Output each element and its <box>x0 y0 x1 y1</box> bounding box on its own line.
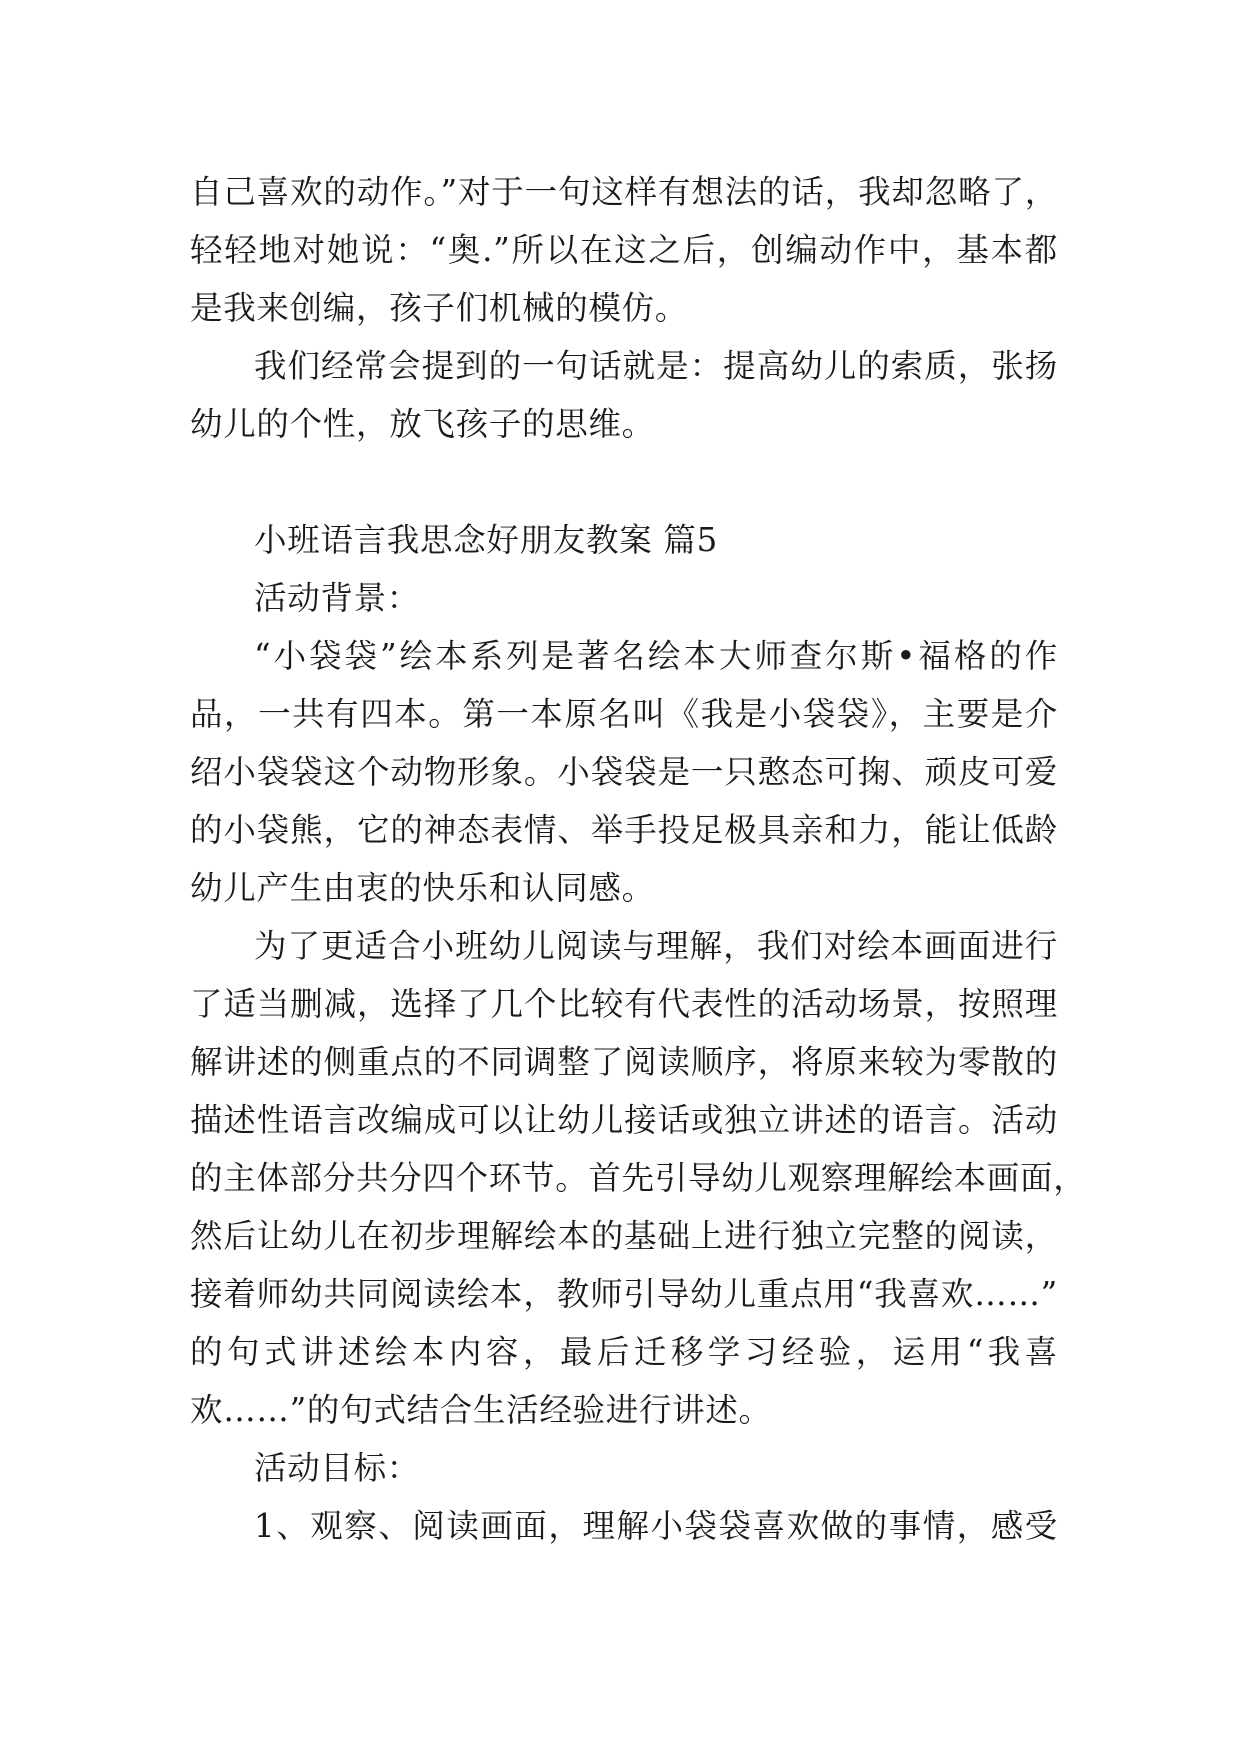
paragraph-line: 欢……”的句式结合生活经验进行讲述。 <box>190 1391 772 1429</box>
paragraph-line: 绍小袋袋这个动物形象。小袋袋是一只憨态可掬、顽皮可爱 <box>190 753 1058 791</box>
subheading: 活动目标： <box>254 1449 421 1487</box>
subheading: 活动背景： <box>254 579 421 617</box>
paragraph-line: 解讲述的侧重点的不同调整了阅读顺序，将原来较为零散的 <box>190 1043 1058 1081</box>
paragraph-line: 自己喜欢的动作。”对于一句这样有想法的话，我却忽略了， <box>190 173 1058 211</box>
paragraph-line: 然后让幼儿在初步理解绘本的基础上进行独立完整的阅读， <box>190 1217 1058 1255</box>
paragraph-line: 幼儿产生由衷的快乐和认同感。 <box>190 869 655 907</box>
paragraph-line: 轻轻地对她说：“奥.”所以在这之后，创编动作中，基本都 <box>190 231 1058 269</box>
paragraph-line: 我们经常会提到的一句话就是：提高幼儿的索质，张扬 <box>254 347 1058 385</box>
paragraph-line: 1、观察、阅读画面，理解小袋袋喜欢做的事情，感受 <box>254 1507 1058 1545</box>
paragraph-line: 幼儿的个性，放飞孩子的思维。 <box>190 405 655 443</box>
paragraph-line: 描述性语言改编成可以让幼儿接话或独立讲述的语言。活动 <box>190 1101 1058 1139</box>
paragraph-line: 接着师幼共同阅读绘本，教师引导幼儿重点用“我喜欢……” <box>190 1275 1058 1313</box>
section-heading: 小班语言我思念好朋友教案 篇5 <box>254 521 719 559</box>
paragraph-line: “小袋袋”绘本系列是著名绘本大师查尔斯•福格的作 <box>254 637 1058 675</box>
paragraph-line: 了适当删减，选择了几个比较有代表性的活动场景，按照理 <box>190 985 1058 1023</box>
paragraph-line: 为了更适合小班幼儿阅读与理解，我们对绘本画面进行 <box>254 927 1058 965</box>
paragraph-line: 品，一共有四本。第一本原名叫《我是小袋袋》，主要是介 <box>190 695 1058 733</box>
paragraph-line: 的主体部分共分四个环节。首先引导幼儿观察理解绘本画面， <box>190 1159 1087 1197</box>
paragraph-line: 的小袋熊，它的神态表情、举手投足极具亲和力，能让低龄 <box>190 811 1058 849</box>
paragraph-line: 是我来创编，孩子们机械的模仿。 <box>190 289 689 327</box>
paragraph-line: 的句式讲述绘本内容，最后迁移学习经验，运用“我喜 <box>190 1333 1058 1371</box>
